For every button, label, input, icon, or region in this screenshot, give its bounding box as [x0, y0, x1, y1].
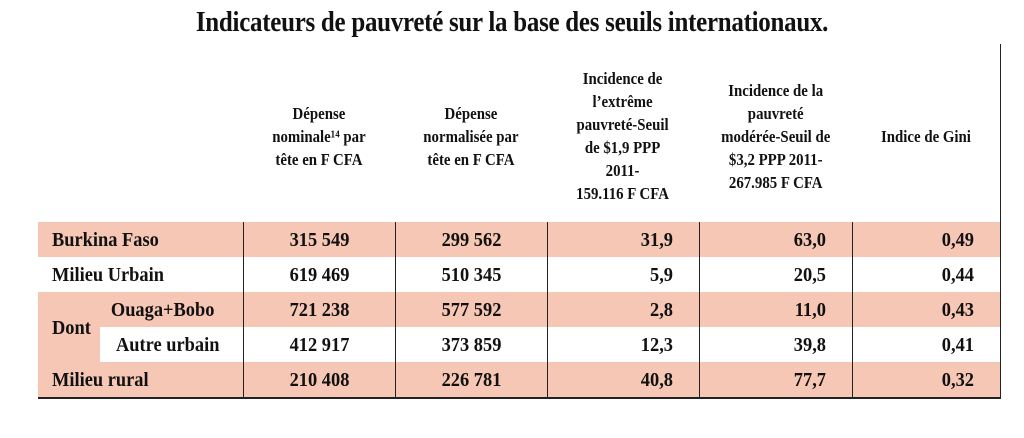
header-line: Incidence de	[583, 69, 663, 88]
cell-nominal: 619 469	[243, 257, 395, 292]
cell-moderee: 63,0	[699, 222, 852, 257]
cell-gini: 0,49	[852, 222, 1000, 257]
table-row	[38, 257, 1000, 292]
cell-normalisee: 577 592	[395, 292, 547, 327]
table-row	[38, 327, 1000, 362]
cell-gini: 0,44	[852, 257, 1000, 292]
cell-normalisee: 510 345	[395, 257, 547, 292]
table-row	[38, 292, 1000, 327]
header-cell-moderee	[699, 44, 852, 222]
dont-label: Dont	[52, 316, 91, 339]
cell-extreme: 5,9	[547, 257, 699, 292]
cell-moderee: 39,8	[699, 327, 852, 362]
header-line: pauvreté-Seuil	[576, 115, 670, 134]
header-line: tête en F CFA	[427, 149, 515, 169]
header-cell-nominal	[243, 44, 395, 222]
header-line: Incidence de la	[728, 80, 823, 100]
cell-moderee: 77,7	[699, 362, 852, 398]
row-label: Milieu rural	[38, 362, 243, 398]
row-label: Autre urbain	[116, 333, 220, 356]
cell-nominal: 210 408	[243, 362, 395, 398]
header-line: l’extrême	[592, 92, 654, 111]
header-line: tête en F CFA	[275, 149, 363, 169]
cell-moderee: 11,0	[699, 292, 852, 327]
poverty-indicators-table	[38, 44, 1001, 399]
cell-extreme: 31,9	[547, 222, 699, 257]
row-label: Milieu Urbain	[38, 257, 243, 292]
cell-extreme: 40,8	[547, 362, 699, 398]
cell-gini: 0,43	[852, 292, 1000, 327]
cell-moderee: 20,5	[699, 257, 852, 292]
row-label-with-group	[38, 292, 243, 339]
cell-nominal: 721 238	[243, 292, 395, 327]
cell-normalisee: 299 562	[395, 222, 547, 257]
header-line: 2011-	[606, 161, 640, 180]
cell-nominal: 412 917	[243, 327, 395, 362]
header-cell-normalisee	[395, 44, 547, 222]
header-line: $3,2 PPP 2011-	[728, 149, 823, 169]
header-cell-empty	[38, 44, 243, 222]
header-cell-extreme	[547, 44, 699, 222]
cell-normalisee: 226 781	[395, 362, 547, 398]
header-line: Dépense	[292, 103, 346, 123]
table-row	[38, 222, 1000, 257]
header-line: 267.985 F CFA	[728, 172, 823, 192]
cell-extreme: 2,8	[547, 292, 699, 327]
row-label: Ouaga+Bobo	[110, 298, 215, 321]
cell-gini: 0,41	[852, 327, 1000, 362]
header-line: Dépense	[444, 103, 498, 123]
header-line: nominale¹⁴ par	[272, 126, 366, 146]
header-line: pauvreté	[747, 103, 804, 123]
table-header-row	[38, 44, 1000, 222]
header-line: 159.116 F CFA	[576, 184, 670, 203]
header-cell-gini	[852, 44, 1000, 222]
header-line: modérée-Seuil de	[720, 126, 831, 146]
cell-nominal: 315 549	[243, 222, 395, 257]
table-row	[38, 362, 1000, 398]
cell-normalisee: 373 859	[395, 327, 547, 362]
cell-extreme: 12,3	[547, 327, 699, 362]
page-title: Indicateurs de pauvreté sur la base des seuils internationaux.	[195, 6, 829, 38]
header-line: normalisée par	[423, 126, 519, 146]
cell-gini: 0,32	[852, 362, 1000, 398]
header-line: de $1,9 PPP	[585, 138, 661, 157]
row-label: Burkina Faso	[38, 222, 243, 257]
header-line: Indice de Gini	[880, 126, 971, 146]
